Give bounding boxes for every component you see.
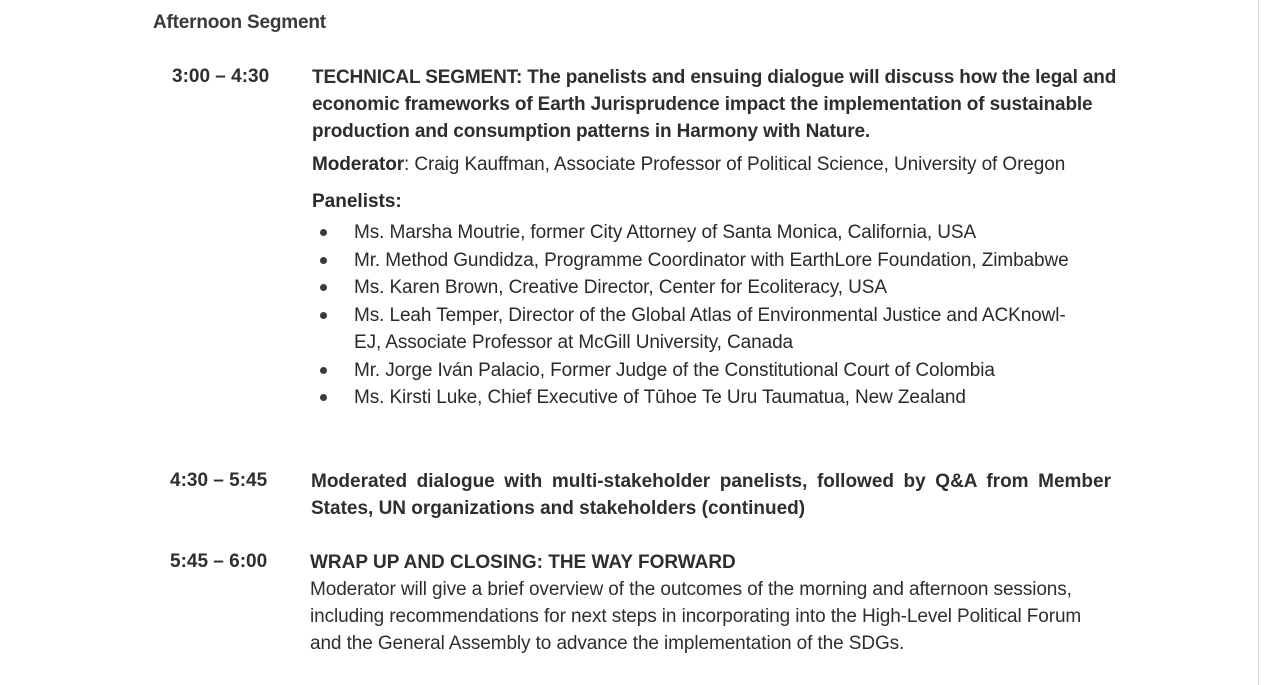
panelist-item: [312, 274, 1072, 302]
bullet-icon: [320, 312, 327, 319]
session-title: TECHNICAL SEGMENT: The panelists and ensuing dialogue will discuss how the legal and economic frameworks of Earth Jurisprudence impact the implementation of sustainable production and consumption patterns in Harmony with Nature.: [312, 67, 1117, 142]
session-description: Moderator will give a brief overview of the outcomes of the morning and afternoon sessions, including recommendations for next steps in incorporating into the High-Level Political Forum and the General Assembly to advance the implementation of the SDGs.: [310, 579, 1082, 654]
session-title: Moderated dialogue with multi-stakeholder panelists, followed by Q&A from Member States, UN organizations and stakeholders (continued): [311, 471, 1111, 519]
panelist-item: [312, 357, 1072, 385]
panelist-text: Mr. Jorge Iván Palacio, Former Judge of the Constitutional Court of Colombia: [354, 359, 995, 381]
bullet-icon: [320, 394, 327, 401]
moderator-label: Moderator: [312, 154, 404, 175]
segment-heading: Afternoon Segment: [153, 12, 326, 33]
panelist-item: [312, 384, 1072, 412]
panelist-text: Ms. Karen Brown, Creative Director, Center for Ecoliteracy, USA: [354, 277, 887, 298]
bullet-icon: [320, 367, 327, 374]
panelist-item: [312, 302, 1072, 357]
panelists-label: Panelists:: [312, 191, 402, 212]
page-edge: [1258, 0, 1259, 685]
panelists-list: [312, 219, 1072, 412]
moderator-text: : Craig Kauffman, Associate Professor of Political Science, University of Oregon: [404, 154, 1066, 175]
session-time: 5:45 – 6:00: [170, 551, 268, 572]
session-title: WRAP UP AND CLOSING: THE WAY FORWARD: [310, 552, 736, 573]
bullet-icon: [320, 284, 327, 291]
session-time: 4:30 – 5:45: [170, 470, 268, 491]
panelist-text: Ms. Leah Temper, Director of the Global Atlas of Environmental Justice and ACKnowl-EJ, Associate Professor at McGill University, Canada: [354, 304, 1066, 353]
panelist-item: [312, 219, 1072, 247]
bullet-icon: [320, 229, 327, 236]
session-time: 3:00 – 4:30: [172, 66, 270, 87]
panelist-text: Mr. Method Gundidza, Programme Coordinator with EarthLore Foundation, Zimbabwe: [354, 249, 1069, 271]
panelist-item: [312, 247, 1072, 275]
bullet-icon: [320, 257, 327, 264]
panelist-text: Ms. Marsha Moutrie, former City Attorney of Santa Monica, California, USA: [354, 222, 977, 243]
moderator-line: [312, 154, 1065, 176]
panelist-text: Ms. Kirsti Luke, Chief Executive of Tūhoe Te Uru Taumatua, New Zealand: [354, 387, 966, 408]
